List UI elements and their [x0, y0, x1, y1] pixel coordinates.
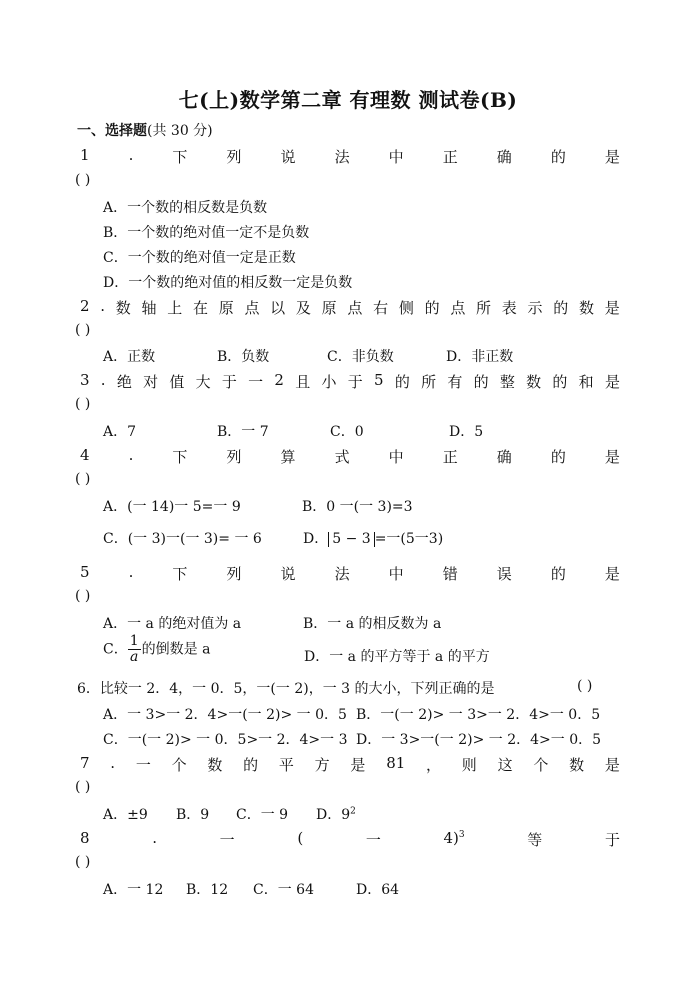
q1-token: 中: [388, 148, 404, 166]
q2-option-b: B．负数: [217, 349, 270, 365]
q8-token: 8: [80, 829, 90, 847]
q3-token: 5: [374, 371, 384, 389]
q5-token: 错: [442, 565, 458, 583]
q3-token: 于: [221, 373, 237, 391]
q2-token: 轴: [141, 299, 157, 317]
q3-token: 且: [295, 373, 311, 391]
q6-option-c: C．一(一 2)> 一 0．5>一 2．4>一 3: [103, 732, 348, 748]
q3-token: 所: [421, 373, 437, 391]
q2-token: 原: [321, 299, 337, 317]
q8-token: 于: [604, 831, 620, 849]
q3-option-d: D．5: [449, 424, 484, 440]
section-title: 一、选择题: [77, 123, 147, 139]
q7-token: ，: [426, 756, 442, 774]
q1-token: 是: [604, 148, 620, 166]
question-8-stem: [80, 829, 620, 850]
q1-option-d: D．一个数的绝对值的相反数一定是负数: [103, 275, 353, 291]
q5-token: 5: [80, 563, 90, 581]
q3-token: 对: [143, 373, 159, 391]
q2-token: 在: [192, 299, 208, 317]
q4-token: 下: [172, 448, 188, 466]
q7-token: 这: [497, 756, 513, 774]
q3-token: 小: [321, 373, 337, 391]
q3-token: 整: [499, 373, 515, 391]
q2-option-d: D．非正数: [446, 349, 514, 365]
q7-token: 平: [278, 756, 294, 774]
q7-token: 81: [386, 754, 406, 772]
q4-token: 中: [388, 448, 404, 466]
q8-token: (: [297, 829, 304, 847]
q1-option-c: C．一个数的绝对值一定是正数: [103, 250, 296, 266]
q5-option-d: D．一 a 的平方等于 a 的平方: [304, 649, 490, 665]
q1-token: 的: [550, 148, 566, 166]
q2-token: 点: [450, 299, 466, 317]
q8-exponent: 3: [458, 830, 465, 840]
question-4-stem: [80, 446, 620, 467]
q5-token: 中: [388, 565, 404, 583]
q3-token: 2: [274, 371, 284, 389]
q4-option-c: C．(一 3)一(一 3)= 一 6: [103, 531, 262, 547]
q4-token: .: [128, 446, 134, 464]
q7-token: 个: [171, 756, 187, 774]
q2-token: 及: [295, 299, 311, 317]
q4-token: 式: [334, 448, 350, 466]
q3-token: 一: [248, 373, 264, 391]
q5-option-c-label: C．: [103, 641, 128, 658]
q3-token: 大: [195, 373, 211, 391]
q2-token: 以: [270, 299, 286, 317]
q2-token: 表: [501, 299, 517, 317]
question-7-answer-blank: ( ): [75, 779, 91, 795]
q4-token: 是: [604, 448, 620, 466]
fraction-numerator: 1: [129, 633, 139, 649]
q5-token: 是: [604, 565, 620, 583]
q1-token: 说: [280, 148, 296, 166]
q7-option-d: [316, 804, 356, 824]
q5-token: 的: [550, 565, 566, 583]
q3-token: 和: [578, 373, 594, 391]
question-2-stem: [80, 297, 620, 318]
q7-token: 7: [80, 754, 90, 772]
question-7-stem: [80, 754, 620, 775]
q8-option-c: C．一 64: [253, 882, 314, 898]
section-points: (共 30 分): [147, 123, 213, 139]
q6-option-d: D．一 3>一(一 2)> 一 2．4>一 0．5: [356, 732, 602, 748]
fraction: [128, 634, 141, 665]
q3-token: 3: [80, 371, 90, 389]
q2-token: 数: [115, 299, 131, 317]
q4-option-b: B．0 一(一 3)=3: [302, 499, 413, 515]
q7-token: 个: [533, 756, 549, 774]
q4-token: 正: [442, 448, 458, 466]
question-3-stem: [80, 371, 620, 392]
q5-token: 误: [496, 565, 512, 583]
q7-option-c: C．一 9: [236, 807, 289, 823]
q2-token: .: [100, 297, 106, 315]
q5-option-a: A．一 a 的绝对值为 a: [103, 616, 242, 632]
q4-token: 的: [550, 448, 566, 466]
question-2-answer-blank: ( ): [75, 322, 91, 338]
q1-token: 1: [80, 146, 90, 164]
q1-token: 法: [334, 148, 350, 166]
q3-token: 于: [347, 373, 363, 391]
q2-token: 的: [424, 299, 440, 317]
q2-token: 点: [244, 299, 260, 317]
q2-token: 右: [373, 299, 389, 317]
q2-token: 2: [80, 297, 90, 315]
q3-token: 数: [526, 373, 542, 391]
q4-token: 算: [280, 448, 296, 466]
q7-token: 一: [135, 756, 151, 774]
question-1-answer-blank: ( ): [75, 172, 91, 188]
q3-token: 的: [552, 373, 568, 391]
question-3-answer-blank: ( ): [75, 396, 91, 412]
q1-token: 下: [172, 148, 188, 166]
q6-option-b: B．一(一 2)> 一 3>一 2．4>一 0．5: [356, 707, 601, 723]
q2-token: 示: [527, 299, 543, 317]
q8-power: [444, 829, 465, 850]
q3-token: .: [100, 371, 106, 389]
q5-option-b: B．一 a 的相反数为 a: [303, 616, 442, 632]
q7-option-a: A．±9: [103, 807, 148, 823]
q8-token: 一: [219, 831, 235, 849]
q7-token: 是: [604, 756, 620, 774]
q2-token: 点: [347, 299, 363, 317]
q2-token: 数: [578, 299, 594, 317]
question-4-answer-blank: ( ): [75, 471, 91, 487]
q6-option-a: A．一 3>一 2．4>一(一 2)> 一 0．5: [103, 707, 347, 723]
q5-token: 列: [226, 565, 242, 583]
question-6-stem: 6．比较一 2．4，一 0．5，一(一 2)，一 3 的大小，下列正确的是: [77, 681, 495, 697]
q4-option-d-rest: =一(5一3): [374, 531, 444, 547]
q4-token: 4: [80, 446, 90, 464]
question-5-stem: [80, 563, 620, 584]
q8-option-b: B．12: [186, 882, 229, 898]
q2-token: 的: [553, 299, 569, 317]
q7-option-d-exponent: 2: [350, 806, 356, 817]
q7-token: 的: [243, 756, 259, 774]
q7-option-b: B．9: [176, 807, 210, 823]
q2-token: 侧: [398, 299, 414, 317]
q3-option-c: C．0: [330, 424, 364, 440]
q7-token: 是: [350, 756, 366, 774]
q5-token: 说: [280, 565, 296, 583]
q4-option-d: [303, 528, 443, 548]
q3-token: 的: [394, 373, 410, 391]
q3-token: 绝: [116, 373, 132, 391]
question-8-answer-blank: ( ): [75, 854, 91, 870]
q1-token: 正: [442, 148, 458, 166]
q8-token: .: [152, 829, 157, 847]
q2-option-a: A．正数: [103, 349, 156, 365]
page-title: 七(上)数学第二章 有理数 测试卷(B): [178, 88, 518, 112]
q3-token: 是: [604, 373, 620, 391]
question-5-answer-blank: ( ): [75, 588, 91, 604]
q8-token: 4): [443, 829, 459, 847]
q1-token: .: [128, 146, 134, 164]
q2-token: 是: [604, 299, 620, 317]
q5-token: 下: [172, 565, 188, 583]
q1-token: 列: [226, 148, 242, 166]
q7-token: 数: [207, 756, 223, 774]
q1-token: 确: [496, 148, 512, 166]
q5-option-c: [103, 634, 210, 665]
q2-token: 所: [476, 299, 492, 317]
fraction-denominator: a: [130, 649, 139, 665]
section-heading: [77, 120, 213, 140]
q4-option-a: A．(一 14)一 5=一 9: [103, 499, 241, 515]
q5-token: 法: [334, 565, 350, 583]
q4-token: 确: [496, 448, 512, 466]
q8-token: 一: [365, 831, 381, 849]
q2-token: 原: [218, 299, 234, 317]
q5-option-c-rest: 的倒数是 a: [141, 641, 211, 658]
q7-token: 数: [569, 756, 585, 774]
q8-option-a: A．一 12: [103, 882, 164, 898]
q2-token: 上: [167, 299, 183, 317]
q7-token: 则: [461, 756, 477, 774]
q3-option-b: B．一 7: [217, 424, 269, 440]
q7-option-d-base: D．9: [316, 807, 351, 823]
q8-token: 等: [527, 831, 543, 849]
q3-token: 有: [447, 373, 463, 391]
q2-option-c: C．非负数: [327, 349, 394, 365]
q3-option-a: A．7: [103, 424, 137, 440]
q4-token: 列: [226, 448, 242, 466]
q5-token: .: [128, 563, 134, 581]
q7-token: .: [110, 754, 116, 772]
q1-option-a: A．一个数的相反数是负数: [103, 200, 268, 216]
q3-token: 的: [473, 373, 489, 391]
question-1-stem: [80, 146, 620, 167]
q8-option-d: D．64: [356, 882, 400, 898]
absolute-value-expression: 5 − 3: [328, 532, 374, 547]
q3-token: 值: [169, 373, 185, 391]
question-6-answer-blank: ( ): [577, 678, 593, 694]
q1-option-b: B．一个数的绝对值一定不是负数: [103, 225, 310, 241]
q4-option-d-label: D．: [303, 531, 329, 547]
q7-token: 方: [314, 756, 330, 774]
